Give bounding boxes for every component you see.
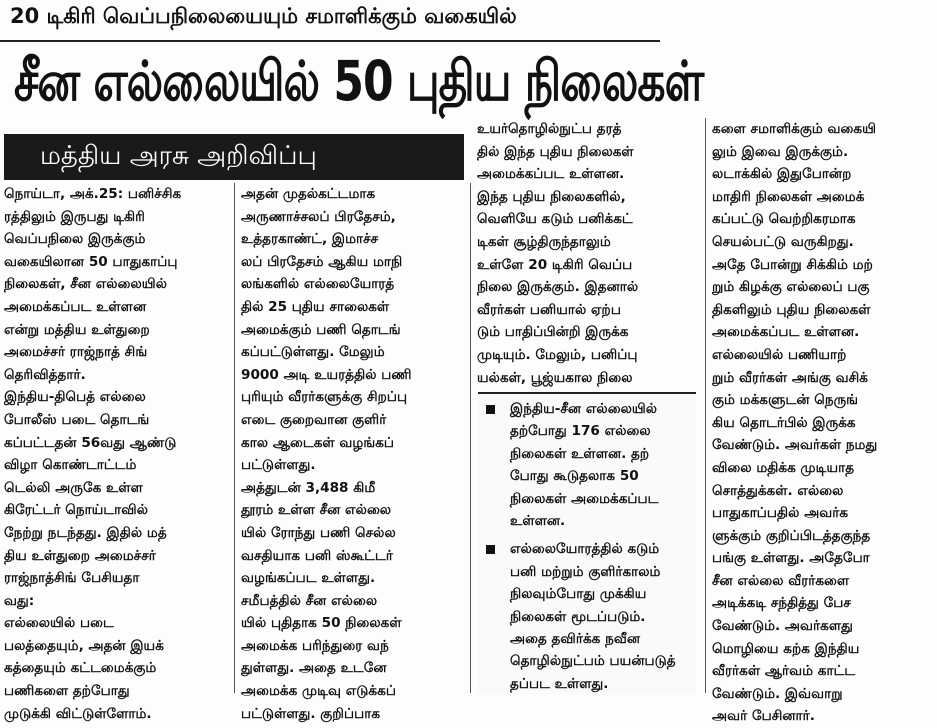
text-line: வீரர்கள் ஆர்வம் காட்ட [712,663,856,680]
text-line: பனி மற்றும் குளிர்காலம் [510,563,661,580]
text-line: வெப்பநிலை இருக்கும் [4,231,146,248]
text-line: கப்பட்டுள்ளது. மேலும் [241,344,385,361]
text-line: லடாக்கில் இதுபோன்ற [712,166,852,183]
column-divider [705,118,706,693]
text-line: பட்டுள்ளது. [241,457,316,474]
subhead-text: மத்திய அரசு அறிவிப்பு [40,141,317,171]
article-column-1 [4,183,228,725]
article-column-2 [241,183,463,725]
text-line: அத்துடன் 3,488 கிமீ [241,479,376,496]
text-line: அமைக்கப்பட உள்ளன. [477,166,625,183]
text-line: கால ஆடைகள் வழங்கப் [241,434,395,451]
text-line: அதன் முதல்கட்டமாக [241,186,376,202]
square-bullet-icon [486,405,495,414]
text-line: அமைச்சர் ராஜ்நாத் சிங் [4,344,148,361]
text-line: இந்திய-திபெத் எல்லை [4,389,146,406]
text-line: கிய தொடர்பில் இருக்க [712,414,856,431]
text-line: போது கூடுதலாக 50 [510,468,639,485]
highlight-item [478,538,696,695]
top-rule [0,40,660,42]
text-line: நொய்டா, அக்.25: பனிச்சிக [4,186,182,202]
text-line: நேற்று நடந்தது. இதில் மத் [4,524,167,541]
text-line: நிலைகள், சீன எல்லையில் [4,276,167,293]
text-line: வேண்டும். அவர்களது [712,618,853,635]
text-line: எடை குறைவான குளிர் [241,411,387,428]
text-line: எல்லையோரத்தில் கடும் [510,541,660,558]
text-line: அதை தவிர்க்க நவீன [510,631,641,648]
text-line: உள்ளே 20 டிகிரி வெப்ப [477,256,633,273]
text-line: அமைக்கப்பட உள்ளன. [712,324,860,341]
article-column-3 [477,118,699,389]
text-line: வெளியே கடும் பனிக்கட் [477,211,633,228]
text-line: ராஜ்நாத்சிங் பேசியதா [4,570,140,587]
text-line: கிரேட்டர் நொய்டாவில் [4,502,149,519]
text-line: விழா கொண்டாட்டம் [4,457,137,474]
headline: சீன எல்லையில் 50 புதிய நிலைகள் [14,50,704,114]
text-line: சீன எல்லை வீரர்களை [712,572,850,589]
text-line: நிலைகள் உள்ளன. தற் [510,445,650,462]
kicker-line: 20 டிகிரி வெப்பநிலையையும் சமாளிக்கும் வகையில் [10,4,517,28]
subhead-banner [4,134,464,180]
text-line: களை சமாளிக்கும் வகையி [712,121,877,137]
text-line: புரியும் வீரர்களுக்கு சிறப்பு [241,389,408,406]
text-line: இந்த புதிய நிலைகளில், [477,188,626,205]
text-line: வசதியாக பனி ஸ்கூட்டர் [241,547,393,564]
text-line: லும் இவை இருக்கும். [712,143,849,160]
text-line: நிலவும்போது முக்கிய [510,586,647,603]
text-line: தூரம் உள்ள சீன எல்லை [241,502,392,519]
text-line: றும் வீரர்கள் அங்கு வசிக் [712,369,868,386]
text-line: தற்போது 176 எல்லை [510,423,651,440]
text-line: முடியும். மேலும், பனிப்பு [477,346,638,363]
text-line: நிலைகள் மூடப்படும். [510,608,646,625]
text-line: கப்பட்டதன் 56வது ஆண்டு [4,434,177,451]
text-line: நிலை இருக்கும். இதனால் [477,279,639,296]
text-line: வேண்டும். இவ்வாறு [712,685,843,702]
text-line: யில் ரோந்து பணி செல்ல [241,524,396,541]
text-line: திய உள்துறை அமைச்சர் [4,547,156,564]
text-line: ளுக்கும் குறிப்பிடத்தகுந்த [712,527,871,544]
text-line: லப் பிரதேசம் ஆகிய மாநி [241,253,403,270]
text-line: அமைக்கும் பணி தொடங் [241,321,401,338]
text-line: கத்தையும் கட்டமைக்கும் [4,660,157,677]
text-line: அமைக்க முடிவு எடுக்கப் [241,683,396,700]
text-line: டும் பாதிப்பின்றி இருக்க [477,324,629,341]
text-line: றும் கிழக்கு எல்லைப் பகு [712,279,870,296]
text-line: கப்பட்டு வெற்றிகரமாக [712,211,856,228]
text-line: வழங்கப்பட உள்ளது. [241,570,376,587]
text-line: பலத்தையும், அதன் இயக் [4,637,164,654]
text-line: வகையிலான 50 பாதுகாப்பு [4,253,178,270]
text-line: லங்களில் எல்லையோரத் [241,276,395,293]
text-line: பங்கு உள்ளது. அதேபோ [712,550,870,567]
text-line: மாதிரி நிலைகள் அமைக் [712,188,865,205]
text-line: யில் புதிதாக 50 நிலைகள் [241,615,402,632]
text-line: டெல்லி அருகே உள்ள [4,479,143,496]
text-line: கும் மக்களுடன் நெருங் [712,392,859,409]
text-line: பட்டுள்ளது. குறிப்பாக [241,705,381,722]
text-line: பணிகளை தற்போது [4,683,130,700]
text-line: எல்லையில் படை [4,615,114,632]
text-line: தப்பட உள்ளது. [510,675,609,692]
column-divider [234,183,235,693]
text-line: அடிக்கடி சந்தித்து பேச [712,595,851,612]
highlight-item [478,398,696,532]
text-line: திகளிலும் புதிய நிலைகள் [712,301,871,318]
text-line: உயர்தொழில்நுட்ப தரத் [477,121,622,137]
text-line: முடுக்கி விட்டுள்ளோம். [4,705,152,722]
text-line: துள்ளது. அதை உடனே [241,660,387,677]
text-line: அவர் பேசினார். [712,708,815,725]
text-line: நிலைகள் அமைக்கப்பட [510,490,659,507]
text-line: உள்ளன. [510,513,566,530]
text-line: மொழியை கற்க இந்திய [712,640,860,657]
text-line: 9000 அடி உயரத்தில் பணி [241,366,412,383]
text-line: எல்லையில் பணியாற் [712,346,847,363]
text-line: டிகள் சூழ்திருந்தாலும் [477,233,611,250]
highlight-list [478,394,696,695]
text-line: அமைக்கப்பட உள்ளன [4,298,147,315]
text-line: செயல்பட்டு வருகிறது. [712,233,854,250]
text-line: சமீபத்தில் சீன எல்லை [241,592,378,609]
text-line: போலீஸ் படை தொடங் [4,411,150,428]
text-line: விலை மதிக்க முடியாத [712,459,855,476]
text-line: தில் இந்த புதிய நிலைகள் [477,143,634,160]
text-line: சொத்துக்கள். எல்லை [712,482,844,499]
text-line: யல்கள், பூஜ்யகால நிலை [477,369,633,386]
text-line: என்று மத்திய உள்துறை [4,321,150,338]
text-line: வது: [4,592,35,609]
text-line: ரத்திலும் இருபது டிகிரி [4,208,145,225]
text-line: வீரர்கள் பனியால் ஏற்ப [477,301,621,318]
highlight-box [478,392,696,694]
text-line: அமைக்க பரிந்துரை வந் [241,637,389,654]
text-line: இந்திய-சீன எல்லையில் [510,401,658,417]
column-divider [470,183,471,693]
text-line: அருணாச்சலப் பிரதேசம், [241,208,396,225]
text-line: தில் 25 புதிய சாலைகள் [241,298,390,315]
text-line: பாதுகாப்பதில் அவர்க [712,505,849,522]
article-column-4 [712,118,934,728]
text-line: தெரிவித்தார். [4,366,86,383]
text-line: அதே போன்று சிக்கிம் மற் [712,256,873,273]
text-line: வேண்டும். அவர்கள் நமது [712,437,878,454]
square-bullet-icon [486,545,495,554]
text-line: உத்தரகாண்ட், இமாச்ச [241,231,379,248]
text-line: தொழில்நுட்பம் பயன்படுத் [510,653,676,670]
